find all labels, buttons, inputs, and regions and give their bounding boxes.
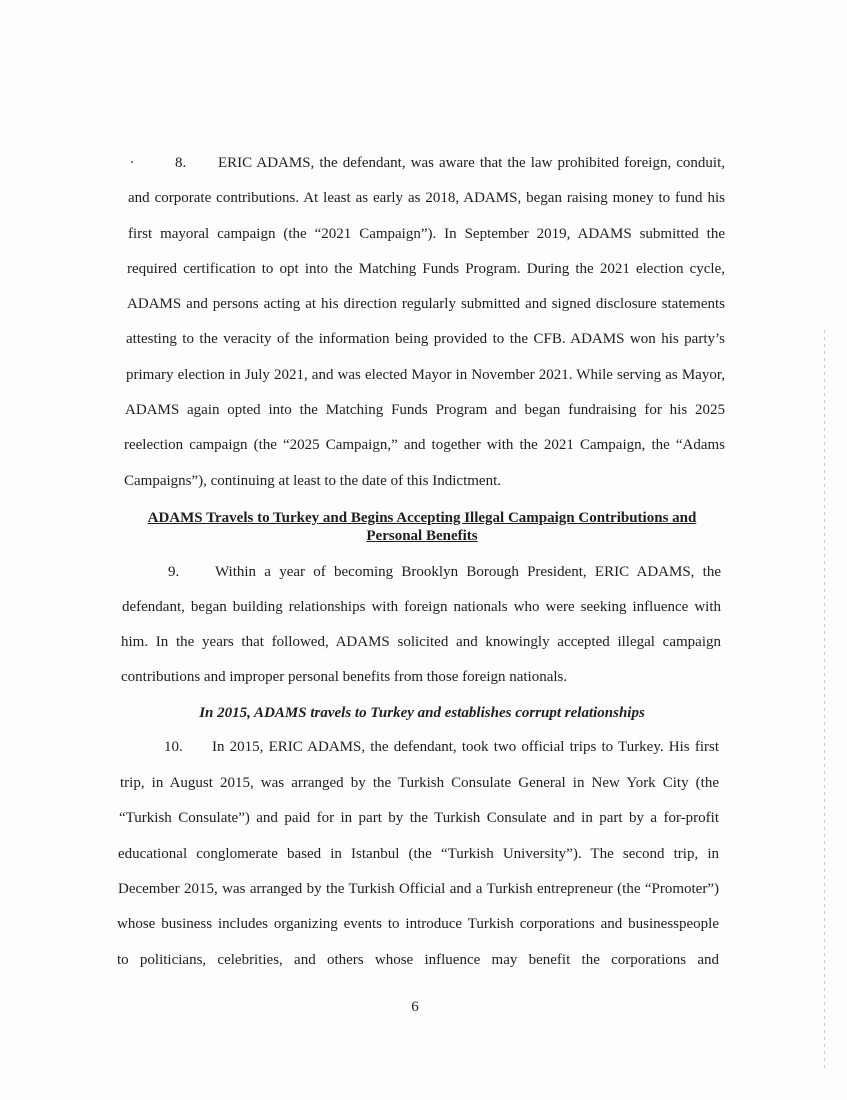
paragraph-line: ADAMS and persons acting at his direction regularly submitted and signed disclosure statements	[127, 296, 725, 312]
scan-speck	[131, 161, 133, 163]
paragraph-line: attesting to the veracity of the information being provided to the CFB. ADAMS won his party’s	[126, 331, 725, 347]
paragraph-line: and corporate contributions. At least as early as 2018, ADAMS, began raising money to fund his	[128, 190, 725, 206]
paragraph-number: 8.	[175, 155, 187, 171]
paragraph-line: “Turkish Consulate”) and paid for in part by the Turkish Consulate and in part by a for-profit	[119, 810, 719, 826]
section-heading	[120, 509, 724, 545]
paragraph-line: ERIC ADAMS, the defendant, was aware that the law prohibited foreign, conduit,	[218, 155, 725, 171]
paragraph-line: December 2015, was arranged by the Turkish Official and a Turkish entrepreneur (the “Promoter”)	[118, 881, 719, 897]
paragraph-line: first mayoral campaign (the “2021 Campaign”). In September 2019, ADAMS submitted the	[128, 226, 725, 242]
page-number: 6	[411, 999, 419, 1015]
paragraph-number: 9.	[168, 564, 180, 580]
paragraph-line: defendant, began building relationships with foreign nationals who were seeking influence with	[122, 599, 721, 615]
paragraph-line: In 2015, ERIC ADAMS, the defendant, took two official trips to Turkey. His first	[212, 739, 719, 755]
paragraph-line: contributions and improper personal benefits from those foreign nationals.	[121, 669, 568, 685]
paragraph-line: Within a year of becoming Brooklyn Borough President, ERIC ADAMS, the	[215, 564, 721, 580]
paragraph-line: reelection campaign (the “2025 Campaign,” and together with the 2021 Campaign, the “Adams	[124, 437, 725, 453]
section-heading-line: ADAMS Travels to Turkey and Begins Accepting Illegal Campaign Contributions and	[147, 510, 697, 526]
paragraph-line: to politicians, celebrities, and others whose influence may benefit the corporations and	[117, 952, 719, 968]
scan-edge-mark	[824, 330, 825, 1070]
paragraph-line: required certification to opt into the Matching Funds Program. During the 2021 election cycle,	[127, 261, 725, 277]
paragraph-line: him. In the years that followed, ADAMS solicited and knowingly accepted illegal campaign	[121, 634, 721, 650]
paragraph-line: educational conglomerate based in Istanbul (the “Turkish University”). The second trip, in	[118, 846, 719, 862]
paragraph-number: 10.	[164, 739, 183, 755]
subsection-heading: In 2015, ADAMS travels to Turkey and establishes corrupt relationships	[199, 705, 645, 721]
paragraph-line: trip, in August 2015, was arranged by the Turkish Consulate General in New York City (the	[120, 775, 719, 791]
paragraph-line: Campaigns”), continuing at least to the date of this Indictment.	[124, 473, 501, 489]
paragraph-line: whose business includes organizing events to introduce Turkish corporations and businesspeople	[117, 916, 719, 932]
section-heading-line: Personal Benefits	[366, 528, 478, 544]
paragraph-line: primary election in July 2021, and was elected Mayor in November 2021. While serving as Mayor,	[126, 367, 725, 383]
paragraph-line: ADAMS again opted into the Matching Funds Program and began fundraising for his 2025	[125, 402, 725, 418]
